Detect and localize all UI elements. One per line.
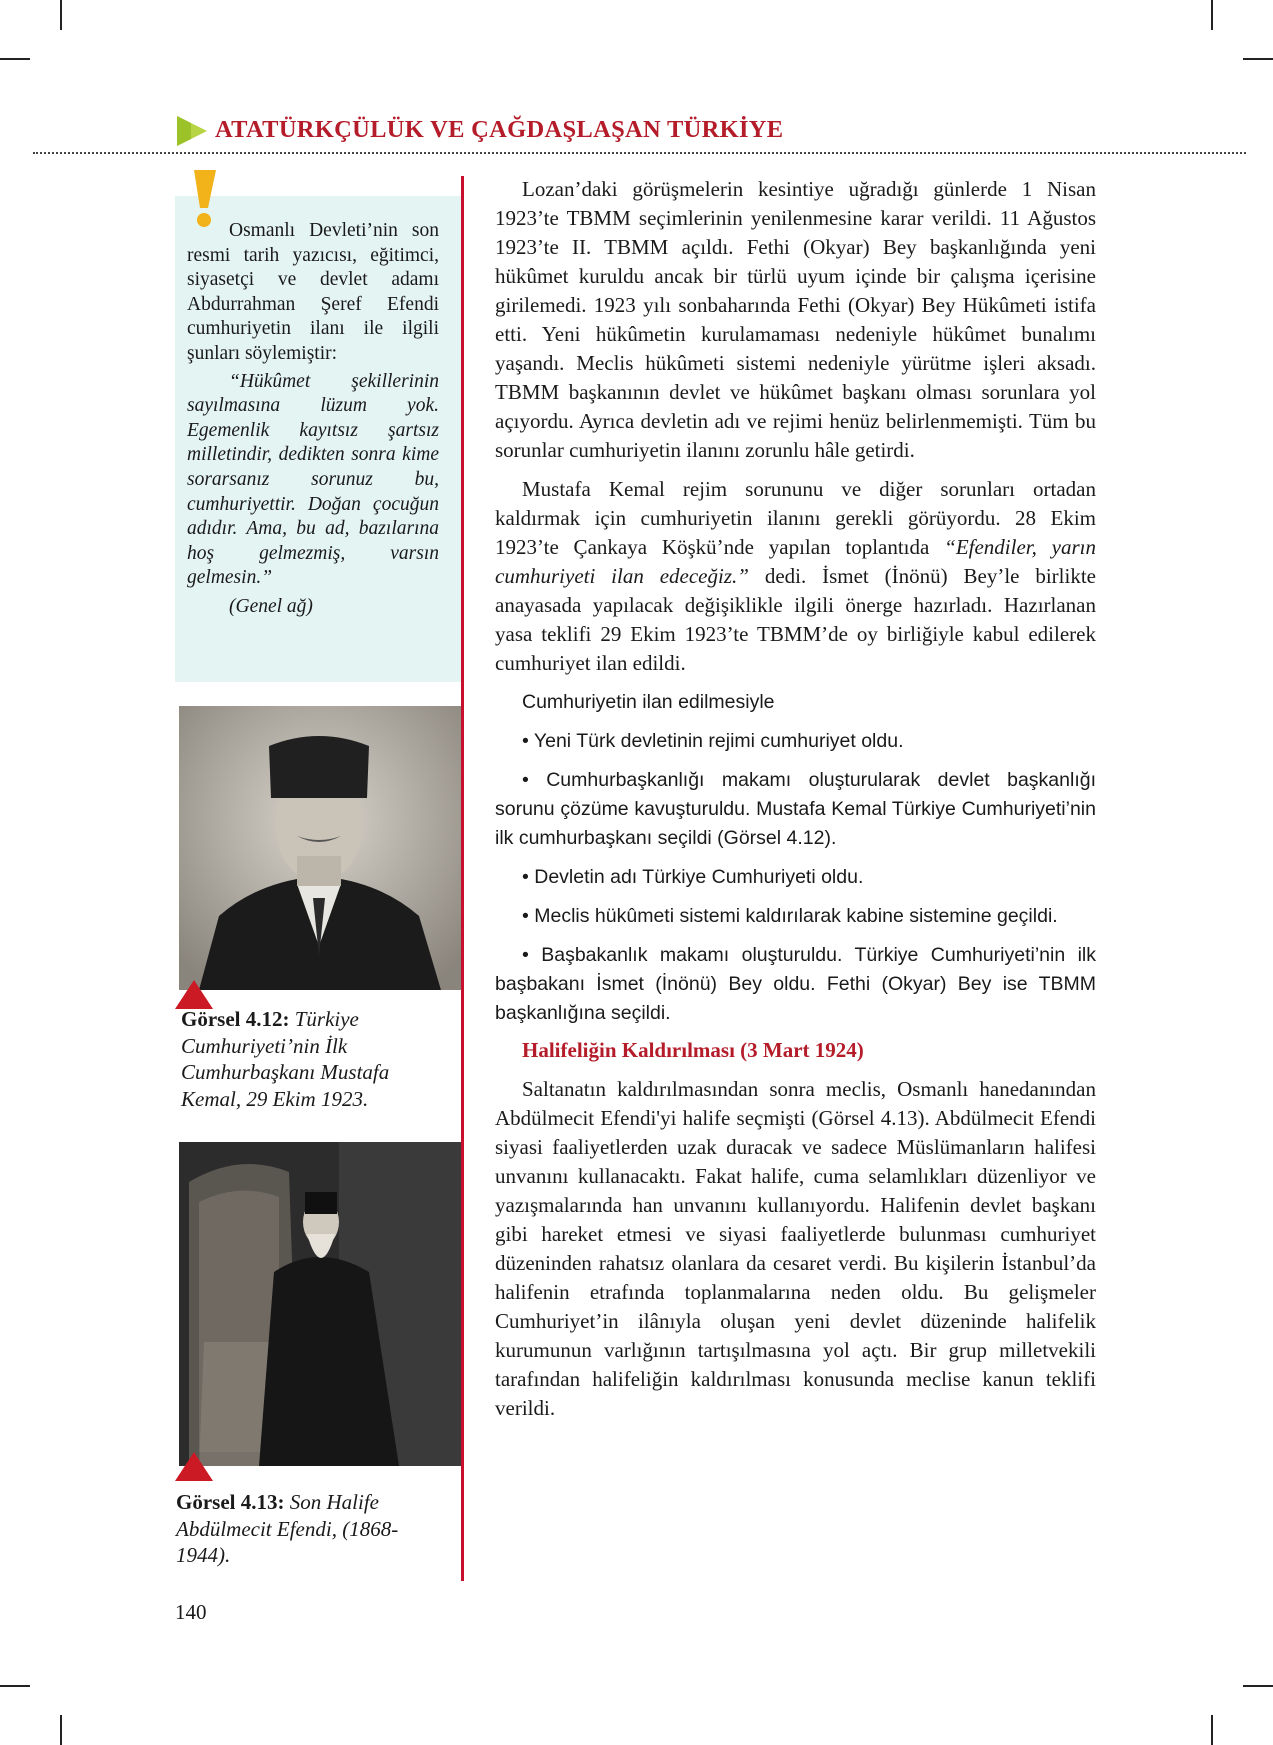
section-heading: Halifeliğin Kaldırılması (3 Mart 1924) [522,1038,864,1062]
figure-caption [181,1006,446,1112]
paragraph: Saltanatın kaldırılmasından sonra meclis, Osmanlı hanedanından Abdülmecit Efendi'yi halife seçmişti (Görsel 4.13). Abdülmecit Efendi siyasi faaliyetlerden uzak duracak ve sadece Müslümanların halifesi unvanını kullanacaktı. Fakat halife, cuma selamlıkları düzenliyor ve yazışmalarında han unvanını kullanıyordu. Halifenin devlet başkanı gibi hareket etmesi ve siyasi faaliyetlerde bulunması cumhuriyet düzeninden rahatsız olanlara da cesaret verdi. Bu kişilerin İstanbul’da halifenin etrafında toplanmalarına neden oldu. Bu gelişmeler Cumhuriyet’in ilânıyla oluşan yeni devlet düzeninde halifelik kurumunun varlığının tartışılmasına yol açtı. Bir grup milletvekili tarafından halifeliğin kaldırılması konusunda meclise kanun teklifi verildi. [495,1077,1096,1420]
paragraph: Lozan’daki görüşmelerin kesintiye uğradığı günlerde 1 Nisan 1923’te TBMM seçimlerinin yenilenmesine karar verildi. 11 Ağustos 1923’te II. TBMM açıldı. Fethi (Okyar) Bey başkanlığında yeni hükûmet kuruldu ancak bir türlü uyum içinde bir çalışma içerisine girilemedi. 1923 yılı sonbaharında Fethi (Okyar) Bey Hükûmeti istifa etti. Yeni hükûmetin kurulamaması nedeniyle hükûmet bunalımı yaşandı. Meclis hükûmeti sistemi nedeniyle yürütme işleri aksadı. TBMM başkanının devlet ve hükûmet başkanı olması sorunlara yol açıyordu. Ayrıca devletin adı ve rejimi henüz belirlenmemişti. Tüm bu sorunlar cumhuriyetin ilanını zorunlu hâle getirdi. [495,177,1096,462]
crop-mark [0,58,30,60]
chapter-title: ATATÜRKÇÜLÜK VE ÇAĞDAŞLAŞAN TÜRKİYE [215,116,784,143]
crop-mark [60,0,62,30]
info-box-text [187,219,439,620]
figure-marker-icon [175,1452,213,1481]
crop-mark [1243,58,1273,60]
quote-text: “Efendiler, yarın cumhuriyeti ilan edeceğiz.” [495,535,1097,588]
list-item: • Cumhurbaşkanlığı makamı oluşturularak devlet başkanlığı sorunu çözüme kavuşturuldu. Mustafa Kemal Türkiye Cumhuriyeti’nin ilk cumhurbaşkanı seçildi (Görsel 4.12). [495,769,1096,849]
figure-caption-text: Türkiye Cumhuriyeti’nin İlk Cumhurbaşkanı Mustafa Kemal, 29 Ekim 1923. [181,1007,390,1111]
header-divider [33,152,1246,154]
list-intro: Cumhuriyetin ilan edilmesiyle [522,691,775,713]
chevron-icon [177,116,207,146]
figure-label: Görsel 4.13: [176,1490,285,1514]
main-text [495,175,1096,1423]
list-item: • Devletin adı Türkiye Cumhuriyeti oldu. [522,866,864,888]
figure-caption [176,1489,441,1569]
figure-label: Görsel 4.12: [181,1007,290,1031]
list-item: • Başbakanlık makamı oluşturuldu. Türkiye Cumhuriyeti’nin ilk başbakanı İsmet (İnönü) Bey oldu. Fethi (Okyar) Bey ise TBMM başkanlığına seçildi. [495,944,1096,1024]
column-divider [461,176,464,1581]
page-number: 140 [175,1600,207,1624]
crop-mark [0,1685,30,1687]
paragraph-text: dedi. İsmet (İnönü) Bey’le birlikte anayasada yapılacak değişiklikle ilgili önerge hazırladı. Hazırlanan yasa teklifi 29 Ekim 1923’te TBMM’de oy birliğiyle kabul edilerek cumhuriyet ilan edildi. [495,564,1096,675]
crop-mark [1211,1715,1213,1745]
photo-abdulmecit-efendi [179,1142,461,1466]
crop-mark [1243,1685,1273,1687]
figure-marker-icon [175,980,213,1009]
figure-caption-text: Son Halife Abdülmecit Efendi, (1868-1944). [176,1490,399,1567]
crop-mark [1211,0,1213,30]
photo-mustafa-kemal [179,706,461,990]
list-item: • Meclis hükûmeti sistemi kaldırılarak kabine sistemine geçildi. [522,905,1058,927]
info-quote: “Hükûmet şekillerinin sayılmasına lüzum yok. Egemenlik kayıtsız şartsız milletindir, dedikten sonra kime sorarsanız sorunuz bu, cumhuriyettir. Doğan çocuğun adıdır. Ama, bu ad, bazılarına hoş gelmezmiş, varsın gelmesin.” [187,370,439,589]
crop-mark [60,1715,62,1745]
paragraph-text: Mustafa Kemal rejim sorununu ve diğer sorunları ortadan kaldırmak için cumhuriyetin ilanını gerekli görüyordu. 28 Ekim 1923’te Çankaya Köşkü’nde yapılan toplantıda [495,477,1096,559]
info-paragraph: Osmanlı Devleti’nin son resmi tarih yazıcısı, eğitimci, siyasetçi ve devlet adamı Abdurrahman Şeref Efendi cumhuriyetin ilanı ile ilgili şunları söylemiştir: [187,220,439,364]
list-item: • Yeni Türk devletinin rejimi cumhuriyet oldu. [522,730,904,752]
paragraph [495,475,1096,678]
info-source: (Genel ağ) [229,595,313,617]
